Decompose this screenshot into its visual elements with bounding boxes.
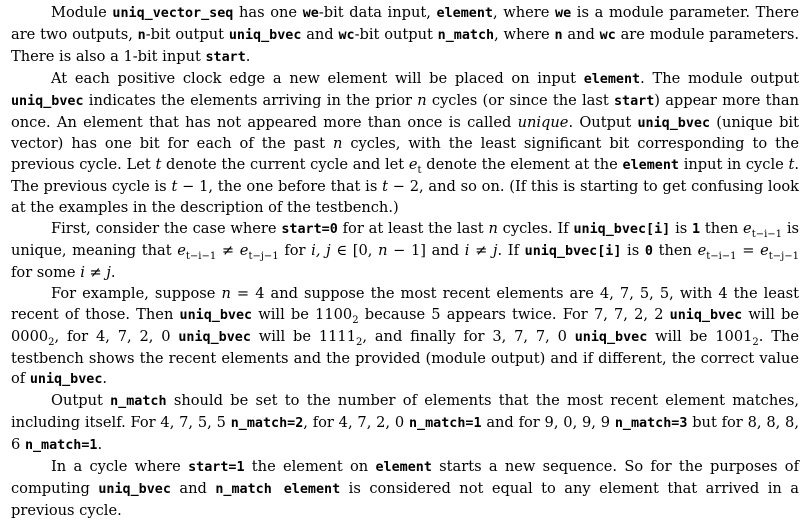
text-run: = 4 and suppose the most recent elements are 4, 7, 5, 5, with 4 the least recent of those. Then xyxy=(11,284,800,323)
math-variable: e xyxy=(239,241,249,259)
math-variable: i xyxy=(464,241,470,259)
code-token: start xyxy=(613,93,655,109)
text-run: ≠ xyxy=(216,241,240,259)
text-run: , and finally for 3, 7, 7, 0 xyxy=(362,327,575,345)
math-variable: t xyxy=(171,178,178,196)
code-token: n xyxy=(554,27,563,43)
subscript: t−i−1 xyxy=(706,250,737,262)
text-run: should be set to the number of elements that the most recent element matches, including itself. For 4, 7, 5, 5 xyxy=(11,392,799,432)
text-run: For example, suppose xyxy=(51,284,222,302)
text-run: ) appear more than once. An element that has not appeared more than once is called xyxy=(11,91,799,131)
code-token: n_match=1 xyxy=(24,438,98,454)
text-run: indicates the elements arriving in the prior xyxy=(83,91,418,109)
math-variable: n xyxy=(488,220,498,238)
subscript: t−j−1 xyxy=(768,250,799,262)
text-run: will be 0000 xyxy=(11,305,800,345)
code-token: n_match=2 xyxy=(230,416,304,432)
text-run: . xyxy=(97,436,103,454)
code-token: start=1 xyxy=(188,460,245,476)
text-run: -bit output xyxy=(145,25,229,43)
subscript: 2 xyxy=(356,336,363,348)
paragraph-n-match xyxy=(11,391,799,457)
code-token: 0 xyxy=(644,243,653,259)
text-run: and for 9, 0, 9, 9 xyxy=(481,414,615,432)
text-run: . xyxy=(245,47,251,65)
text-run: will be 1111 xyxy=(250,327,357,345)
subscript: t−i−1 xyxy=(185,250,217,262)
code-token: n_match element xyxy=(215,481,341,497)
subscript: t xyxy=(417,165,422,177)
text-run: First, consider the case where xyxy=(51,220,282,238)
text-run: ≠ xyxy=(84,263,107,281)
code-token: n_match xyxy=(110,394,167,410)
text-run: . The module output xyxy=(640,69,799,87)
code-token: uniq_bvec[i] xyxy=(573,222,671,238)
text-run: . xyxy=(102,370,108,388)
text-run: is considered not equal to any element that arrived in a previous cycle. xyxy=(11,479,799,519)
code-token: wc xyxy=(599,27,616,43)
text-run: is a module parameter. There are two outputs, xyxy=(11,4,800,43)
text-run: In a cycle where xyxy=(51,458,189,476)
document-body xyxy=(11,3,799,522)
code-token: n_match=3 xyxy=(614,416,688,432)
math-variable: e xyxy=(408,156,418,174)
code-token: 1 xyxy=(692,222,701,238)
text-run: . The previous cycle is xyxy=(11,156,800,196)
math-variable: t xyxy=(788,156,795,174)
code-token: element xyxy=(583,71,641,87)
math-variable: n xyxy=(417,91,427,109)
subscript: 2 xyxy=(752,336,759,348)
text-run: . Output xyxy=(568,113,638,131)
text-run: for some xyxy=(11,263,81,281)
text-run: is unique, meaning that xyxy=(11,220,800,259)
text-run: for at least the last xyxy=(337,220,489,238)
math-variable: j xyxy=(492,241,498,259)
text-run: , for 4, 7, 2, 0 xyxy=(303,414,409,432)
text-run: , where xyxy=(494,25,555,43)
text-run: Module xyxy=(51,4,113,21)
code-token: we xyxy=(555,6,572,21)
math-variable: i xyxy=(80,263,85,281)
code-token: uniq_bvec xyxy=(179,307,253,323)
paragraph-module-intro xyxy=(11,3,799,69)
code-token: n_match xyxy=(437,27,495,43)
code-token: n xyxy=(137,27,146,43)
code-token: uniq_bvec xyxy=(637,115,711,131)
code-token: uniq_bvec xyxy=(98,481,171,497)
text-run: ≠ xyxy=(469,241,493,259)
text-run: cycles, with the least significant bit corresponding to the previous cycle. Let xyxy=(11,135,799,174)
text-run: will be 1100 xyxy=(252,305,353,323)
subscript: t−j−1 xyxy=(248,250,279,262)
text-run: denote the current cycle and let xyxy=(161,156,409,174)
math-variable: t xyxy=(382,178,388,196)
code-token: element xyxy=(436,6,493,21)
text-run: . The testbench shows the recent elements and the provided (module output) and if different, the correct value of xyxy=(11,327,800,388)
code-token: element xyxy=(622,158,679,174)
code-token: n_match=1 xyxy=(408,416,482,432)
paragraph-clock-behavior xyxy=(11,69,799,219)
subscript: 2 xyxy=(48,336,55,348)
text-run: the element on xyxy=(244,458,376,476)
text-run: is xyxy=(670,220,693,238)
code-token: wc xyxy=(338,27,355,43)
text-run: has one xyxy=(233,4,303,21)
text-run: . If xyxy=(497,241,525,259)
paragraph-examples xyxy=(11,284,799,392)
code-token: element xyxy=(375,460,432,476)
text-run: input in cycle xyxy=(678,156,789,174)
subscript: t−i−1 xyxy=(751,228,783,240)
math-variable: e xyxy=(697,241,707,259)
math-variable: n xyxy=(332,135,343,153)
text-run: cycles. If xyxy=(497,220,574,238)
text-run: but for 8, 8, 8, 6 xyxy=(11,414,799,454)
math-variable: i, j xyxy=(311,241,331,259)
code-token: we xyxy=(302,6,319,21)
text-run: for xyxy=(278,241,312,259)
paragraph-start xyxy=(11,457,799,522)
text-run: starts a new sequence. So for the purposes of computing xyxy=(11,458,799,497)
text-run: -bit output xyxy=(354,25,438,43)
text-run: denote the element at the xyxy=(421,156,623,174)
text-run: , for 4, 7, 2, 0 xyxy=(54,327,179,345)
text-run: , where xyxy=(492,4,556,21)
text-run: (unique bit vector) has one bit for each of the past xyxy=(11,113,799,153)
text-run: will be 1001 xyxy=(647,327,753,345)
text-run: -bit data input, xyxy=(318,4,437,21)
text-run: . xyxy=(110,263,116,281)
math-variable: j xyxy=(106,263,111,281)
math-variable: t xyxy=(155,156,162,174)
text-run: − 1] and xyxy=(387,241,465,259)
text-run: cycles (or since the last xyxy=(426,91,614,109)
math-variable: e xyxy=(743,220,752,238)
text-run: because 5 appears twice. For 7, 7, 2, 2 xyxy=(358,305,670,323)
math-variable: e xyxy=(177,241,186,259)
math-variable: e xyxy=(760,241,769,259)
text-run: At each positive clock edge a new element will be placed on input xyxy=(51,69,584,87)
text-run: then xyxy=(700,220,744,238)
math-variable: n xyxy=(378,241,388,259)
code-token: uniq_bvec xyxy=(29,372,103,388)
code-token: uniq_bvec xyxy=(178,329,251,345)
code-token: uniq_bvec xyxy=(574,329,648,345)
text-run: ∈ [0, xyxy=(330,241,379,259)
subscript: 2 xyxy=(352,314,359,326)
math-variable: n xyxy=(221,284,231,302)
code-token: start=0 xyxy=(281,222,338,238)
code-token: uniq_bvec xyxy=(11,93,84,109)
code-token: uniq_vector_seq xyxy=(112,6,234,21)
text-run: is xyxy=(621,241,645,259)
code-token: uniq_bvec xyxy=(669,307,743,323)
text-run: − 2, and so on. (If this is starting to get confusing look at the examples in the description of the testbench.) xyxy=(11,178,800,217)
text-run: = xyxy=(736,241,761,259)
text-run: and xyxy=(301,25,339,43)
text-run: and xyxy=(170,479,216,497)
text-run: − 1, the one before that is xyxy=(177,178,383,196)
code-token: uniq_bvec[i] xyxy=(524,243,622,259)
text-run: are module parameters. There is also a 1-bit input xyxy=(11,25,799,65)
text-run: and xyxy=(562,25,600,43)
text-run: then xyxy=(652,241,698,259)
text-run: Output xyxy=(51,392,111,410)
code-token: uniq_bvec xyxy=(228,27,302,43)
paragraph-unique-definition xyxy=(11,219,799,284)
code-token: start xyxy=(205,49,246,65)
math-variable: unique xyxy=(517,113,569,131)
